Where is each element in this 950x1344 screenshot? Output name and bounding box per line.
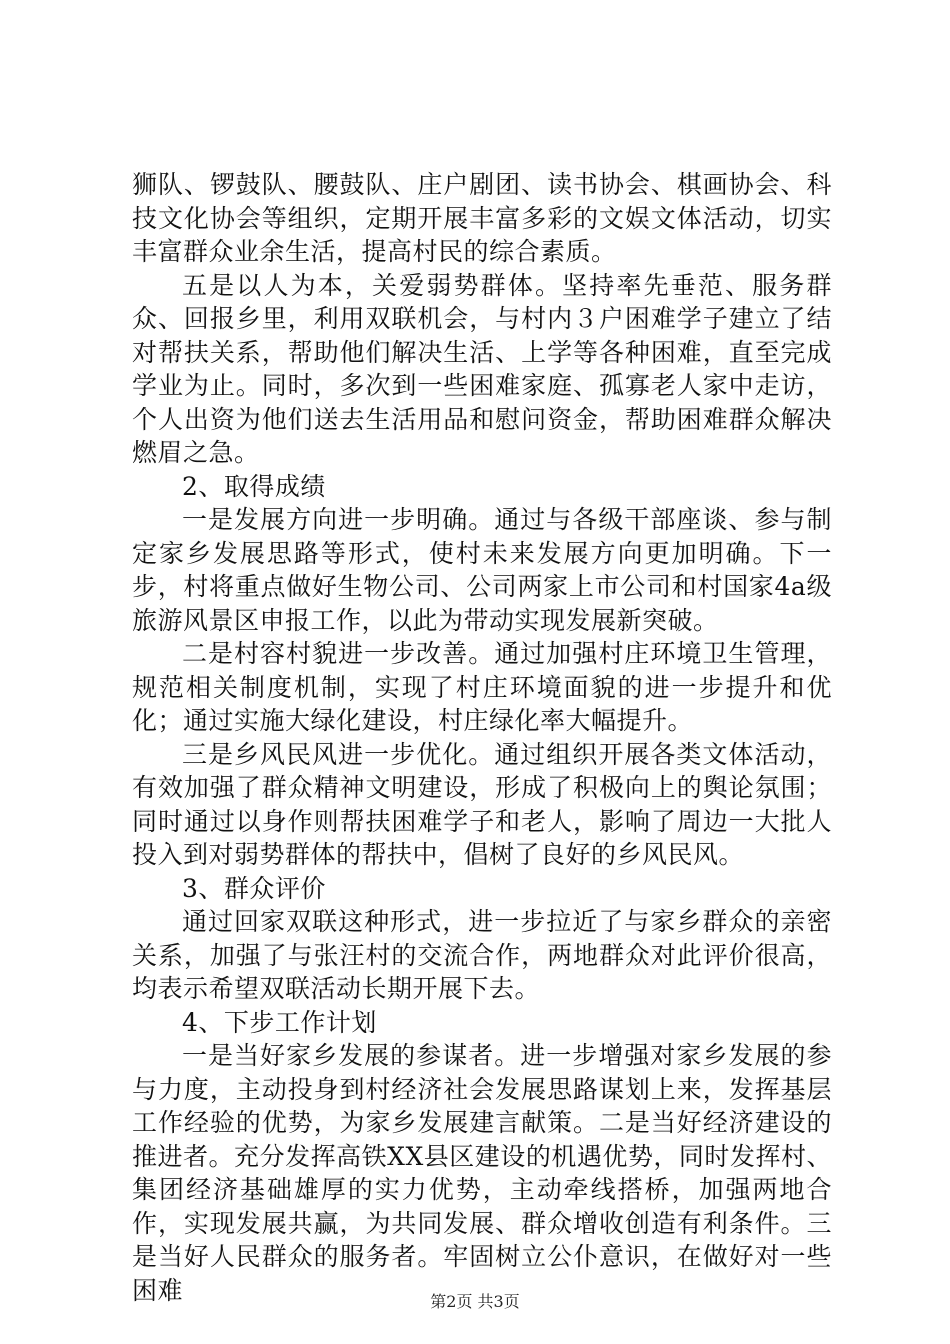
paragraph-care-vulnerable-groups: 五是以人为本，关爱弱势群体。坚持率先垂范、服务群众、回报乡里，利用双联机会，与村内３户困难学子建立了结对帮扶关系，帮助他们解决生活、上学等各种困难，直至完成学业为止。同时，多次到一些困难家庭、孤寡老人家中走访，个人出资为他们送去生活用品和慰问资金，帮助困难群众解决燃眉之急。 bbox=[132, 270, 832, 467]
page-number-footer: 第2页 共3页 bbox=[430, 1292, 520, 1311]
paragraph-rural-customs: 三是乡风民风进一步优化。通过组织开展各类文体活动，有效加强了群众精神文明建设，形成了积极向上的舆论氛围；同时通过以身作则帮扶困难学子和老人，影响了周边一大批人投入到对弱势群体的帮扶中，倡树了良好的乡风民风。 bbox=[132, 739, 832, 869]
section-heading-work-plan: 4、下步工作计划 bbox=[182, 1007, 377, 1037]
paragraph-village-appearance: 二是村容村貌进一步改善。通过加强村庄环境卫生管理，规范相关制度机制，实现了村庄环境面貌的进一步提升和优化；通过实施大绿化建设，村庄绿化率大幅提升。 bbox=[132, 639, 832, 735]
section-heading-public-evaluation: 3、群众评价 bbox=[182, 873, 326, 903]
paragraph-evaluation: 通过回家双联这种形式，进一步拉近了与家乡群众的亲密关系，加强了与张汪村的交流合作，两地群众对此评价很高，均表示希望双联活动长期开展下去。 bbox=[132, 907, 832, 1003]
paragraph-development-direction: 一是发展方向进一步明确。通过与各级干部座谈、参与制定家乡发展思路等形式，使村未来发展方向更加明确。下一步，村将重点做好生物公司、公司两家上市公司和村国家4a级旅游风景区申报工作，以此为带动实现发展新突破。 bbox=[132, 505, 832, 635]
paragraph-continuation-activities: 狮队、锣鼓队、腰鼓队、庄户剧团、读书协会、棋画协会、科技文化协会等组织，定期开展丰富多彩的文娱文体活动，切实丰富群众业余生活，提高村民的综合素质。 bbox=[132, 170, 832, 266]
document-body bbox=[132, 168, 832, 1307]
paragraph-work-plan: 一是当好家乡发展的参谋者。进一步增强对家乡发展的参与力度，主动投身到村经济社会发展思路谋划上来，发挥基层工作经验的优势，为家乡发展建言献策。二是当好经济建设的推进者。充分发挥高铁XX县区建设的机遇优势，同时发挥村、集团经济基础雄厚的实力优势，主动牵线搭桥，加强两地合作，实现发展共赢，为共同发展、群众增收创造有利条件。三是当好人民群众的服务者。牢固树立公仆意识，在做好对一些困难 bbox=[132, 1041, 832, 1305]
section-heading-achievements: 2、取得成绩 bbox=[182, 471, 326, 501]
